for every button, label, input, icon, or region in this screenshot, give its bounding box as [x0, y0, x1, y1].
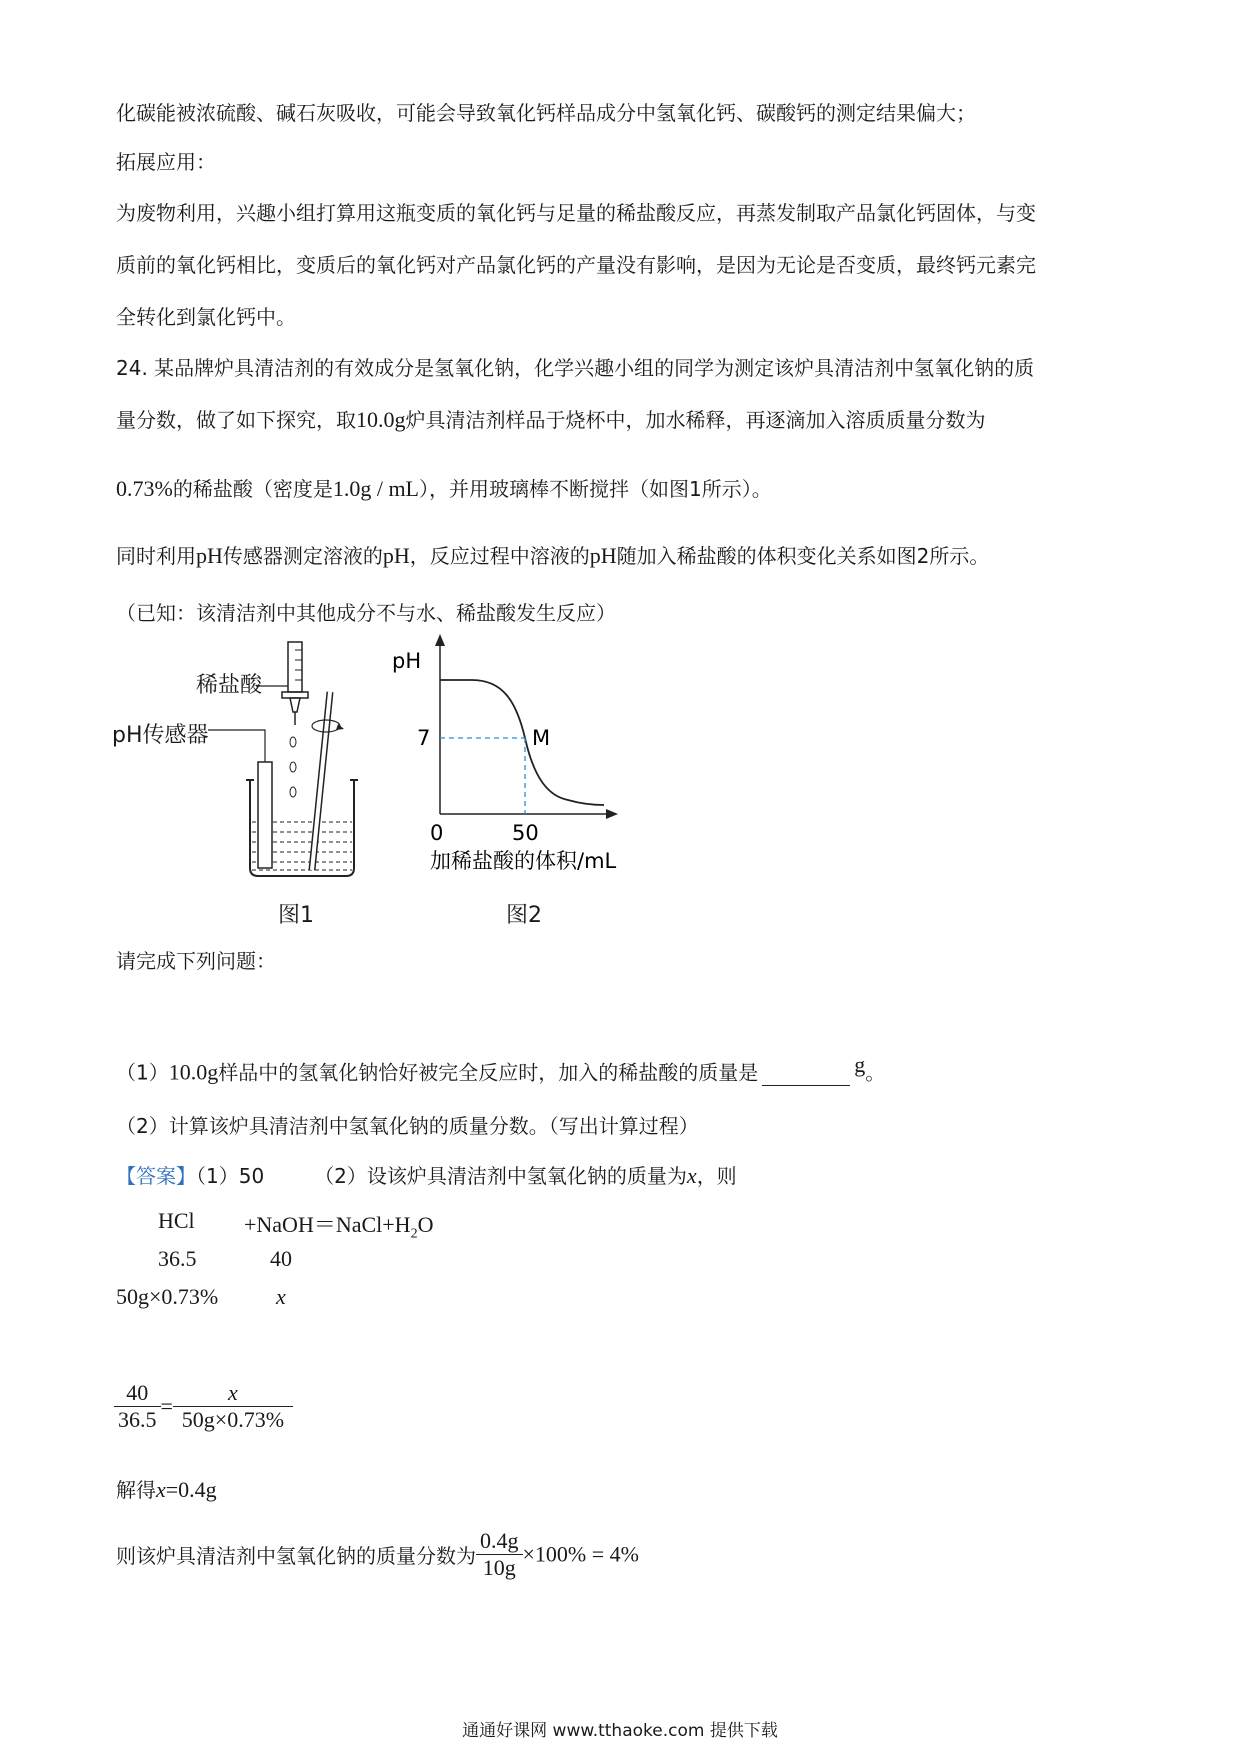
x-tick-label: 50 — [512, 821, 539, 845]
subscript: 2 — [410, 1226, 418, 1242]
text: 则该炉具清洁剂中氢氧化钠的质量分数为 — [116, 1544, 476, 1568]
numerator: 0.4g — [476, 1528, 523, 1555]
text: 样品中的氢氧化钠恰好被完全反应时，加入的稀盐酸的质量是 — [218, 1060, 759, 1085]
text: 炉具清洁剂样品于烧杯中，加水稀释，再逐滴加入溶质质量分数为 — [405, 408, 986, 432]
denominator: 10g — [482, 1555, 516, 1580]
y-tick-label: 7 — [417, 726, 431, 750]
y-axis-arrow — [435, 634, 445, 646]
result-value: =0.4g — [165, 1477, 217, 1502]
text: ，反应过程中溶液的 — [409, 544, 590, 568]
x-axis-label: 加稀盐酸的体积/mL — [430, 849, 617, 873]
text: 随加入稀盐酸的体积变化关系如图2所示。 — [616, 544, 990, 568]
text-line: 化碳能被浓硫酸、碱石灰吸收，可能会导致氧化钙样品成分中氢氧化钙、碳酸钙的测定结果偏大； — [116, 101, 976, 125]
denominator: 50g×0.73% — [181, 1407, 285, 1432]
fraction — [114, 1380, 161, 1433]
question-24-line — [116, 404, 986, 433]
ph-sensor-probe — [258, 762, 272, 868]
sample-mass: 10.0g — [168, 1059, 219, 1085]
text: 的稀盐酸（密度是 — [172, 477, 333, 501]
question-24-line — [116, 473, 772, 502]
answer-tag: 【答案】 — [116, 1164, 196, 1188]
equals: = — [160, 1393, 173, 1419]
text: （1） — [116, 1060, 169, 1085]
variable-x: x — [686, 1163, 697, 1188]
text: 。 — [865, 1060, 886, 1085]
acid-density: 1.0g / mL — [332, 476, 419, 501]
ph-curve — [440, 680, 604, 805]
drop — [290, 762, 296, 772]
figure-1-caption: 图1 — [278, 903, 314, 928]
text-line: 为废物利用，兴趣小组打算用这瓶变质的氧化钙与足量的稀盐酸反应，再蒸发制取产品氯化钙固体，与变 — [116, 201, 1036, 225]
text: ），并用玻璃棒不断搅拌（如图1所示）。 — [419, 477, 772, 501]
ph-term: pH — [196, 543, 223, 568]
numerator: x — [173, 1380, 293, 1407]
final-result: ×100% = 4% — [522, 1541, 639, 1567]
text: 传感器测定溶液的 — [222, 544, 383, 568]
denominator: 36.5 — [118, 1407, 157, 1432]
questions-prompt: 请完成下列问题： — [116, 949, 276, 973]
label-dilute-acid: 稀盐酸 — [196, 673, 263, 698]
fraction — [476, 1528, 523, 1581]
question-24-line — [116, 540, 989, 569]
text: 解得 — [116, 1478, 156, 1502]
numerator: 40 — [114, 1380, 161, 1407]
stopcock — [282, 692, 308, 698]
figure-2-caption: 图2 — [506, 903, 542, 928]
x-tick-label: 0 — [430, 821, 444, 845]
question-1 — [116, 1052, 885, 1086]
figure-2-ph-chart — [390, 628, 680, 888]
footer: 通通好课网 www.tthaoke.com 提供下载 — [462, 1721, 778, 1741]
molar-mass-naoh: 40 — [270, 1246, 292, 1271]
solve-line — [116, 1474, 217, 1503]
equation-text: +NaOH＝NaCl+H — [244, 1212, 411, 1237]
molar-mass-hcl: 36.5 — [158, 1246, 197, 1271]
text: 同时利用 — [116, 544, 196, 568]
variable-x: x — [156, 1477, 166, 1502]
text-line: 拓展应用： — [116, 150, 216, 174]
equation-text: O — [417, 1212, 434, 1237]
equation — [244, 1208, 433, 1242]
burette-tip — [290, 698, 300, 712]
acid-concentration: 0.73% — [116, 476, 173, 501]
mass-naoh: x — [276, 1284, 286, 1309]
text-line: 质前的氧化钙相比，变质后的氧化钙对产品氯化钙的产量没有影响，是因为无论是否变质，最终钙元素完 — [116, 253, 1036, 277]
question-24-line: （已知：该清洁剂中其他成分不与水、稀盐酸发生反应） — [116, 601, 616, 625]
answer-2-intro: （2）设该炉具清洁剂中氢氧化钠的质量为 — [314, 1164, 687, 1188]
answer-line — [116, 1160, 737, 1189]
final-line — [116, 1528, 639, 1581]
ph-term: pH — [589, 543, 617, 568]
ph-term: pH — [382, 543, 410, 568]
fraction — [173, 1380, 293, 1433]
proportion — [114, 1380, 293, 1433]
text-line: 全转化到氯化钙中。 — [116, 305, 296, 329]
sample-mass: 10.0g — [356, 407, 406, 432]
answer-blank[interactable] — [762, 1065, 850, 1086]
mass-hcl: 50g×0.73% — [116, 1284, 219, 1309]
x-axis-arrow — [606, 809, 618, 819]
label-ph-sensor: pH传感器 — [112, 723, 209, 748]
question-24-line: 24. 某品牌炉具清洁剂的有效成分是氢氧化钠，化学兴趣小组的同学为测定该炉具清洁剂中氢氧化钠的质 — [116, 356, 1035, 380]
unit: g — [854, 1052, 866, 1077]
text: 量分数，做了如下探究，取 — [116, 408, 356, 432]
y-axis-label: pH — [392, 649, 422, 673]
drop — [290, 787, 296, 797]
point-label-m: M — [532, 726, 551, 750]
drop — [290, 737, 296, 747]
text: ，则 — [696, 1164, 737, 1188]
equation-hcl: HCl — [158, 1208, 195, 1233]
answer-1: （1）50 — [196, 1164, 265, 1188]
question-2: （2）计算该炉具清洁剂中氢氧化钠的质量分数。（写出计算过程） — [116, 1114, 699, 1138]
